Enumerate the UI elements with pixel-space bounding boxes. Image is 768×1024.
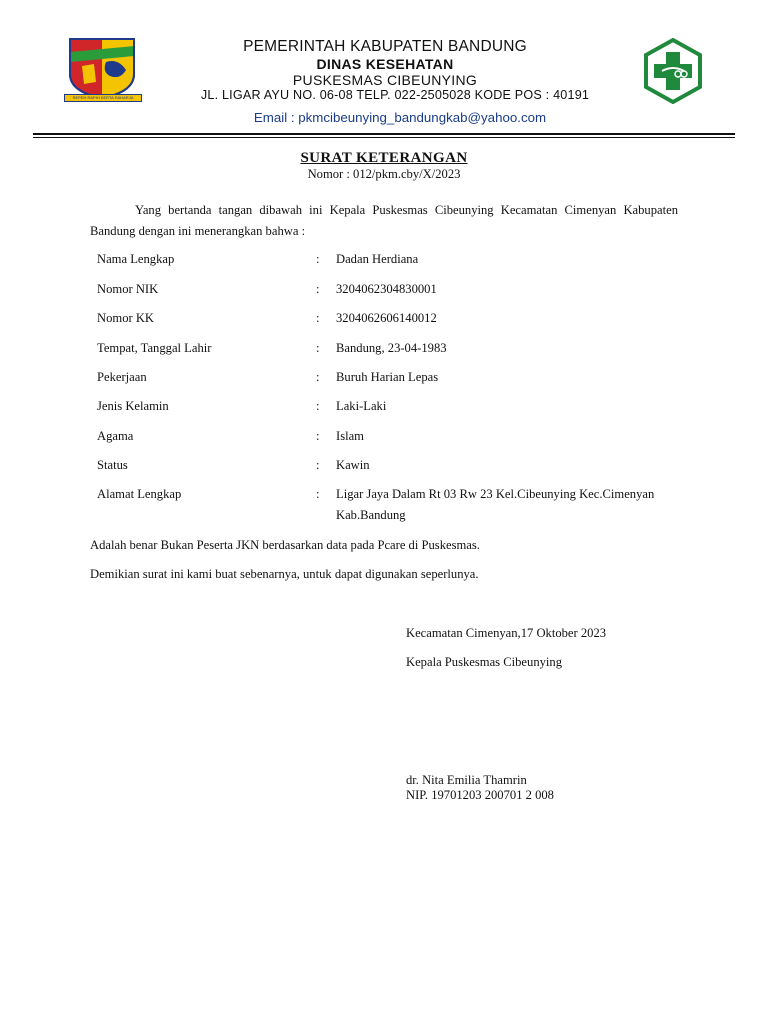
letterhead-address: JL. LIGAR AYU NO. 06-08 TELP. 022-2505028 KODE POS : 40191: [200, 88, 590, 102]
field-separator: :: [316, 487, 320, 501]
document-number: Nomor : 012/pkm.cby/X/2023: [307, 167, 461, 181]
field-value: Ligar Jaya Dalam Rt 03 Rw 23 Kel.Cibeunying Kec.Cimenyan Kab.Bandung: [336, 487, 655, 522]
field-label: Jenis Kelamin: [97, 399, 169, 413]
letterhead-puskesmas: PUSKESMAS CIBEUNYING: [292, 72, 478, 88]
field-value: Bandung, 23-04-1983: [336, 341, 447, 355]
field-separator: :: [316, 311, 320, 325]
place-date: Kecamatan Cimenyan,17 Oktober 2023: [406, 626, 607, 640]
field-label: Agama: [97, 429, 134, 443]
field-label: Nomor NIK: [97, 282, 159, 296]
field-separator: :: [316, 458, 320, 472]
signer-nip: NIP. 19701203 200701 2 008: [406, 788, 554, 802]
field-label: Pekerjaan: [97, 370, 147, 384]
field-value: 3204062606140012: [336, 311, 437, 325]
statement-paragraph: Adalah benar Bukan Peserta JKN berdasarkan data pada Pcare di Puskesmas.: [90, 538, 480, 552]
letterhead-department: DINAS KESEHATAN: [316, 56, 454, 72]
field-label: Nomor KK: [97, 311, 155, 325]
signer-title: Kepala Puskesmas Cibeunying: [406, 655, 563, 669]
field-label: Nama Lengkap: [97, 252, 175, 266]
field-separator: :: [316, 252, 320, 266]
field-label: Tempat, Tanggal Lahir: [97, 341, 212, 355]
letterhead-divider-thin: [33, 137, 735, 138]
field-label: Status: [97, 458, 128, 472]
field-value: Laki-Laki: [336, 399, 387, 413]
field-label: Alamat Lengkap: [97, 487, 182, 501]
field-value: Buruh Harian Lepas: [336, 370, 439, 384]
closing-paragraph: Demikian surat ini kami buat sebenarnya, untuk dapat digunakan seperlunya.: [90, 567, 479, 581]
document-title: SURAT KETERANGAN: [300, 150, 468, 166]
letterhead-government: PEMERINTAH KABUPATEN BANDUNG: [243, 38, 527, 55]
crest-motto-ribbon: REPEH RAPIH KERTA RAHARJA: [64, 94, 142, 102]
field-separator: :: [316, 341, 320, 355]
field-value: Islam: [336, 429, 364, 443]
field-value: 3204062304830001: [336, 282, 437, 296]
letterhead-email: Email : pkmcibeunying_bandungkab@yahoo.com: [253, 110, 547, 125]
signer-name: dr. Nita Emilia Thamrin: [406, 773, 527, 787]
field-value: Dadan Herdiana: [336, 252, 419, 266]
field-separator: :: [316, 282, 320, 296]
field-separator: :: [316, 429, 320, 443]
letterhead-divider-thick: [33, 133, 735, 135]
puskesmas-green-cross-icon: [640, 38, 706, 104]
field-value: Kawin: [336, 458, 370, 472]
field-separator: :: [316, 399, 320, 413]
intro-paragraph: Yang bertanda tangan dibawah ini Kepala Puskesmas Cibeunying Kecamatan Cimenyan Kabupaten Bandung dengan ini menerangkan bahwa :: [90, 203, 678, 238]
field-separator: :: [316, 370, 320, 384]
